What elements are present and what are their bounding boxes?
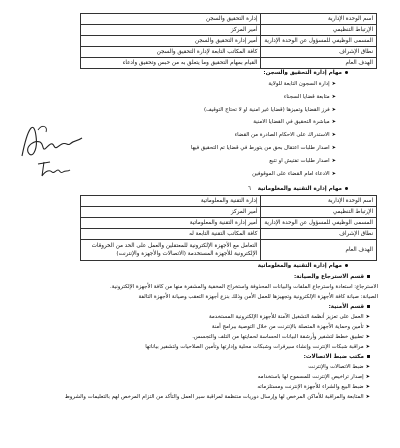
row-label: المسمى الوظيفي للمسؤول عن الوحدة الإدارية <box>261 36 377 47</box>
section-title-text: مهام إدارة التحقيق والسجن: <box>263 70 342 76</box>
list-item-text: اصدار طلبات اعتقال بحق من يتورط في قضايا تم التحقيق فيها <box>190 145 330 151</box>
check-bullet-icon: ➤ <box>365 324 370 330</box>
list-item-text: الاستدراك على الاحكام الصادرة من القضاء <box>234 132 330 139</box>
list-item-text: إصدار تراخيص الإنترنت للمسموح لها باستخدامه <box>257 374 364 380</box>
row-value: أمير المركز <box>81 25 261 36</box>
list-item <box>235 131 336 139</box>
paragraph-line <box>139 293 378 301</box>
bullet-icon <box>345 264 348 267</box>
list-item <box>253 118 336 126</box>
section-title <box>258 262 348 270</box>
check-bullet-icon: ➤ <box>365 314 370 320</box>
handwritten-signature <box>18 116 86 164</box>
subsection-title-text: قسم الاسترجاع والصيانة: <box>293 274 364 280</box>
square-bullet-icon <box>367 305 370 308</box>
list-item <box>269 157 336 165</box>
row-value: إدارة التحقيق والسجن <box>81 14 261 25</box>
subsection-title <box>329 303 370 311</box>
check-bullet-icon: ➤ <box>365 364 370 370</box>
section-title <box>263 69 348 77</box>
check-bullet-icon: ➤ <box>331 81 336 87</box>
paragraph-line-text: الصيانة: صيانة كافة الأجهزة الإلكترونية وتجهيزها للعمل الأمن وذلك بنزع أجهزة التعقب وصيانة الأجهزة التالفة <box>138 294 378 300</box>
row-value-line: الإلكترونية للأجهزة المستخدمة (الاتصالات والأجهزة والإنترنت) <box>116 251 258 257</box>
table-row <box>81 36 377 47</box>
bullet-icon <box>345 187 348 190</box>
row-value: إدارة التقنية والمعلوماتية <box>81 196 261 207</box>
list-item-text: ضبط الاتصالات والإنترنت <box>308 364 364 370</box>
check-bullet-icon: ➤ <box>331 132 336 139</box>
bullet-icon <box>345 71 348 74</box>
technology-unit-table <box>80 195 377 261</box>
table-row <box>81 47 377 58</box>
check-bullet-icon: ➤ <box>365 344 370 350</box>
list-item-text: تطبيق خطط لتشفير وأرشفة البيانات الحساسة لحمايتها من التلف والتجسس. <box>192 334 364 340</box>
paragraph-line <box>110 283 378 291</box>
row-label: اسم الوحدة الإدارية <box>261 14 377 25</box>
list-item <box>192 333 370 341</box>
row-label: نطاق الإشراف <box>261 229 377 240</box>
investigation-unit-table <box>80 13 377 69</box>
check-bullet-icon: ➤ <box>331 170 336 177</box>
list-item-text: الادعاء امام القضاء على الموقوفين <box>252 170 330 177</box>
square-bullet-icon <box>367 355 370 358</box>
check-bullet-icon: ➤ <box>331 157 336 164</box>
row-value-line: التعامل مع الأجهزة الإلكترونية للمعتقلين والعمل على الحد من الخروقات <box>91 243 258 249</box>
check-bullet-icon: ➤ <box>331 145 336 151</box>
table-row <box>81 14 377 25</box>
check-bullet-icon: ➤ <box>331 93 336 100</box>
check-bullet-icon: ➤ <box>365 384 370 390</box>
row-label: الهدف العام <box>261 58 377 69</box>
subsection-title <box>304 353 370 361</box>
list-item <box>268 80 336 88</box>
subsection-title-text: مكتب ضبط الاتصالات: <box>303 354 364 360</box>
list-item <box>191 144 336 152</box>
list-item <box>252 170 336 178</box>
table-row <box>81 240 377 261</box>
paragraph-line-text: الاسترجاع: استعادة واسترجاع الملفات والبيانات المحذوفة واستخراج المخفية والمشفرة منها من كافة الأجهزة الإلكترونية. <box>110 284 378 290</box>
list-item-text: مراقبة شبكات الإنترنت وإنشاء سيرفرات وشبكات محلية وإدارتها وتأمين الصلاحيات ولتشفير بياناتها <box>145 344 364 350</box>
table-row <box>81 196 377 207</box>
check-bullet-icon: ➤ <box>365 374 370 380</box>
list-item-text: مباشرة التحقيق في القضايا الامنية <box>253 119 330 126</box>
row-label: الإرتباط التنظيمي <box>261 207 377 218</box>
row-label: نطاق الإشراف <box>261 47 377 58</box>
row-value: كافة المكاتب التقنية التابعة له <box>81 229 261 240</box>
row-value: القيام بمهام التحقيق وما يتعلق به من حبس وتحقيق وادعاء <box>81 58 261 69</box>
list-item-text: تأمين وحماية الأجهزة المتصلة بالإنترنت من خلال التوصية ببرامج آمنة <box>211 324 364 330</box>
row-label: اسم الوحدة الإدارية <box>261 196 377 207</box>
row-value <box>81 240 261 261</box>
section-title-text: مهام إدارة التقنية والمعلوماتية <box>257 263 342 269</box>
subsection-title-text: قسم الأمنية: <box>328 304 364 310</box>
list-item-text: اصدار طلبات تفتيش او تتبع <box>269 157 330 164</box>
table-row <box>81 25 377 36</box>
list-item <box>257 383 370 391</box>
table-row <box>81 207 377 218</box>
list-item-text: العمل على تعزيز أنظمة التشغيل الآمنة للأجهزة الإلكترونية المستخدمة <box>208 314 364 320</box>
table-row <box>81 229 377 240</box>
list-item <box>284 93 336 101</box>
list-item <box>212 323 370 331</box>
row-value: أمير المركز <box>81 207 261 218</box>
check-bullet-icon: ➤ <box>365 334 370 340</box>
list-item <box>145 343 370 351</box>
row-value: كافة المكاتب التابعة لإدارة التحقيق والسجن <box>81 47 261 58</box>
list-item-text: فرز القضايا وتميزها (قضايا غير امنية او لا تحتاج التوقيف) <box>204 106 330 113</box>
check-bullet-icon: ➤ <box>365 394 370 400</box>
table-row <box>81 58 377 69</box>
list-item <box>258 373 370 381</box>
row-label: الإرتباط التنظيمي <box>261 25 377 36</box>
table-row <box>81 218 377 229</box>
list-item <box>65 393 370 401</box>
list-item-text: إدارة السجون التابعة للولاية <box>268 81 330 87</box>
check-bullet-icon: ➤ <box>331 119 336 126</box>
section-title-text: مهام إدارة التقنية والمعلوماتية <box>257 186 342 192</box>
list-item <box>209 313 370 321</box>
list-item <box>308 363 370 371</box>
section-title <box>258 185 348 193</box>
handwritten-initials <box>36 158 72 180</box>
list-item-text: المتابعة والمراقبة للأماكن المرخص لها وإرسال دوريات منتظمة لمراقبة سير العمل والتأكد من التزام المرخص لهم بالتعليمات والشروط <box>64 394 364 400</box>
row-label: المسمى الوظيفي للمسؤول عن الوحدة الإدارية <box>261 218 377 229</box>
row-value: أمير إدارة التقنية والمعلوماتية <box>81 218 261 229</box>
list-item-text: متابعة قضايا السجناء <box>283 93 330 100</box>
row-label: الهدف العام <box>261 240 377 261</box>
list-item-text: ضبط البيع والشراء للأجهزة الإنترنت ومستلزماته <box>257 384 364 390</box>
list-item <box>204 106 336 114</box>
page-marker: ٦ <box>248 186 251 192</box>
row-value: أمير إدارة التحقيق والسجن <box>81 36 261 47</box>
subsection-title <box>294 273 370 281</box>
check-bullet-icon: ➤ <box>331 106 336 113</box>
square-bullet-icon <box>367 275 370 278</box>
